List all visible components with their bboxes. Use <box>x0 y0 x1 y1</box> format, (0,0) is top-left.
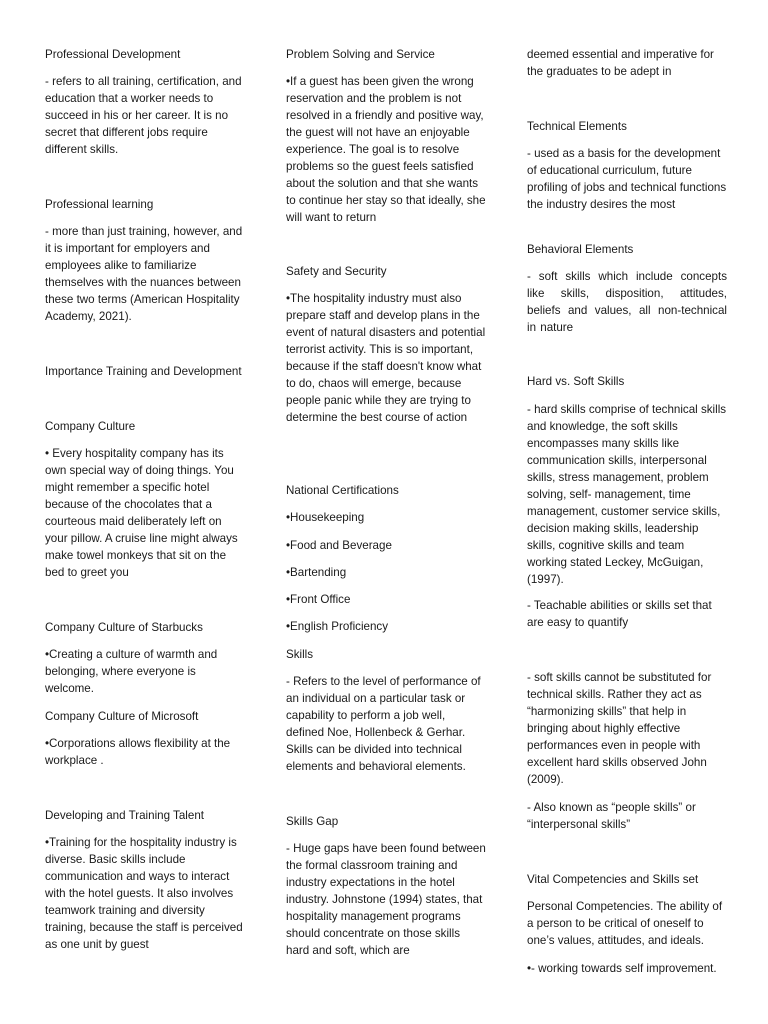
paragraph: • Every hospitality company has its own special way of doing things. You might remember a specific hotel because of the chocolates that a courteous maid deliberately left on your pillow. A cruise line might always make towel monkeys that sit on the bed to greet you <box>45 447 238 579</box>
list-item: •Food and Beverage <box>286 539 392 552</box>
heading-vital-competencies: Vital Competencies and Skills set <box>527 873 699 886</box>
list-item: •English Proficiency <box>286 620 389 633</box>
paragraph: - used as a basis for the development of educational curriculum, future profiling of jobs and technical functions the industry desires the most <box>527 147 727 211</box>
heading-skills: Skills <box>286 648 314 661</box>
heading-importance-training: Importance Training and Development <box>45 365 242 378</box>
heading-national-certifications: National Certifications <box>286 484 399 497</box>
paragraph: - Refers to the level of performance of an individual on a particular task or capability to perform a job well, defined Noe, Hollenbeck & Gerhar. Skills can be divided into technical elements and behavioral elements. <box>286 675 481 773</box>
paragraph: •The hospitality industry must also prepare staff and develop plans in the event of natural disasters and potential terrorist activity. This is so important, because if the staff doesn't know what to do, chaos will emerge, because people panic while they are trying to determine the best course of action <box>286 292 486 424</box>
list-item: •Bartending <box>286 566 347 579</box>
heading-skills-gap: Skills Gap <box>286 815 339 828</box>
paragraph: - Also known as “people skills” or “interpersonal skills” <box>527 801 696 831</box>
paragraph: - Teachable abilities or skills set that are easy to quantify <box>527 599 712 629</box>
heading-culture-microsoft: Company Culture of Microsoft <box>45 710 199 723</box>
paragraph: - more than just training, however, and it is important for employers and employees alike to familiarize themselves with the nuances between these two terms (American Hospitality Academy, 2021). <box>45 225 243 323</box>
heading-technical-elements: Technical Elements <box>527 120 627 133</box>
heading-culture-starbucks: Company Culture of Starbucks <box>45 621 203 634</box>
heading-hard-vs-soft: Hard vs. Soft Skills <box>527 375 625 388</box>
heading-behavioral-elements: Behavioral Elements <box>527 243 634 256</box>
heading-developing-training: Developing and Training Talent <box>45 809 204 822</box>
paragraph: - hard skills comprise of technical skills and knowledge, the soft skills encompasses many skills like communication skills, interpersonal skills, stress management, problem solving, self- management, time management, customer service skills, decision making skills, leadership skills, cognitive skills and team working stated Leckey, McGuigan, (1997). <box>527 403 727 586</box>
heading-professional-learning: Professional learning <box>45 198 154 211</box>
heading-professional-development: Professional Development <box>45 48 181 61</box>
list-item: •- working towards self improvement. <box>527 962 717 975</box>
paragraph: - refers to all training, certification, and education that a worker needs to succeed in his or her career. It is no secret that different jobs require different skills. <box>45 75 242 156</box>
list-item: •Housekeeping <box>286 511 365 524</box>
paragraph: - Huge gaps have been found between the formal classroom training and industry expectations in the hotel industry. Johnstone (1994) states, that hospitality management programs should concentrate on those skills hard and soft, which are <box>286 842 486 957</box>
paragraph: •Corporations allows flexibility at the workplace . <box>45 737 231 767</box>
paragraph: •Creating a culture of warmth and belonging, where everyone is welcome. <box>45 648 218 695</box>
paragraph: Personal Competencies. The ability of a person to be critical of oneself to one’s values, attitudes, and ideals. <box>527 900 723 947</box>
paragraph: •Training for the hospitality industry is diverse. Basic skills include communication and ways to interact with the hotel guests. It also involves teamwork training and diversity training, because the staff is perceived as one unit by guest <box>45 836 243 951</box>
list-item: •Front Office <box>286 593 351 606</box>
heading-safety-security: Safety and Security <box>286 265 387 278</box>
paragraph: - soft skills which include concepts like skills, disposition, attitudes, beliefs and values, all non-technical in nature <box>527 270 727 334</box>
heading-company-culture: Company Culture <box>45 420 136 433</box>
heading-problem-solving: Problem Solving and Service <box>286 48 435 61</box>
paragraph: •If a guest has been given the wrong reservation and the problem is not resolved in a friendly and positive way, the guest will not have an enjoyable experience. The goal is to resolve problems so the guest feels satisfied about the solution and that she wants to continue her stay so that ideally, she will want to return <box>286 75 486 224</box>
paragraph: - soft skills cannot be substituted for technical skills. Rather they act as “harmonizing skills” that help in bringing about highly effective performances even in people with excellent hard skills observed John (2009). <box>527 671 712 786</box>
paragraph: deemed essential and imperative for the graduates to be adept in <box>527 48 714 78</box>
